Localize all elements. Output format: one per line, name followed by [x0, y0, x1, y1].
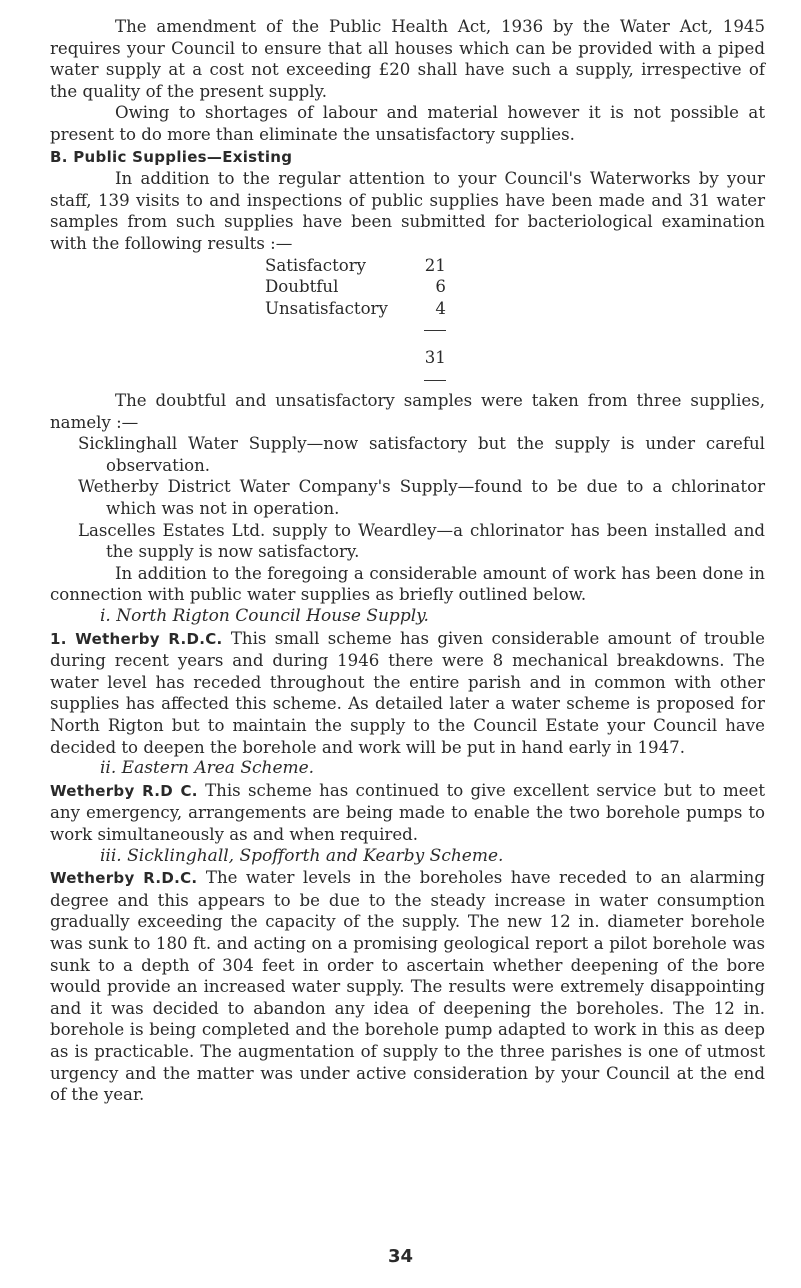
section-b-heading [50, 146, 765, 169]
doubtful-paragraph: The doubtful and unsatisfactory samples were taken from three supplies, namely :— [50, 391, 765, 432]
result-label: Satisfactory [265, 255, 367, 275]
table-row [265, 255, 446, 277]
supply-item: Sicklinghall Water Supply—now satisfactory but the supply is under careful observation. [78, 434, 765, 475]
result-value: 21 [424, 255, 446, 275]
result-label: Unsatisfactory [265, 298, 388, 318]
scheme-heading: ii. Eastern Area Scheme. [100, 758, 315, 779]
result-value: 4 [435, 298, 446, 318]
owing-paragraph: Owing to shortages of labour and material however it is not possible at present to do more than eliminate the unsatisfactory supplies. [50, 103, 765, 144]
total-rule [424, 380, 446, 381]
scheme-paragraph [50, 867, 765, 1106]
section-b-paragraph: In addition to the regular attention to your Council's Waterworks by your staff, 139 visits to and inspections of public supplies have been made and 31 water samples from such supplies have been submitted for bacteriological examination with the following results :— [50, 169, 765, 253]
table-rule-row [265, 369, 446, 391]
result-value: 6 [435, 277, 446, 297]
result-label: Doubtful [265, 277, 339, 297]
scheme-paragraph [50, 628, 765, 759]
intro-paragraph: The amendment of the Public Health Act, 1936 by the Water Act, 1945 requires your Council to ensure that all houses which can be provided with a piped water supply at a cost not exceeding £20 shall have such a supply, irrespective of the quality of the present supply. [50, 17, 765, 101]
table-total-row [265, 341, 446, 369]
scheme-paragraph [50, 780, 765, 846]
results-table [265, 255, 446, 391]
supply-item: Lascelles Estates Ltd. supply to Weardley—a chlorinator has been installed and the supply is now satisfactory. [78, 520, 765, 562]
page-number: 34 [387, 1246, 414, 1267]
scheme-heading: iii. Sicklinghall, Spofforth and Kearby Scheme. [100, 845, 504, 866]
supply-item: Wetherby District Water Company's Supply—found to be due to a chlorinator which was not in operation. [78, 477, 765, 519]
scheme-tag: Wetherby R.D.C. [50, 869, 198, 888]
scheme-text: The water levels in the boreholes have receded to an alarming degree and this appears to be due to the steady increase in water consumption gradually exceeding the capacity of the supply. The new 12 in. diameter borehole was sunk to 180 ft. and acting on a promising geological report a pilot borehole was sunk to a depth of 304 feet in order to ascertain whether deepening of the bore would provide an increased water supply. The results were extremely disappointing and it was decided to abandon any idea of deepening the boreholes. The 12 in. borehole is being completed and the borehole pump adapted to work in this as deep as is practicable. The augmentation of supply to the three parishes is one of utmost urgency and the matter was under active consideration by your Council at the end of the year. [50, 868, 765, 1105]
table-rule-row [265, 319, 446, 341]
scheme-text: This scheme has continued to give excellent service but to meet any emergency, arrangements are being made to enable the two borehole pumps to work simultaneously as and when required. [50, 780, 765, 844]
table-row [265, 276, 446, 298]
result-total: 31 [424, 347, 446, 367]
table-row [265, 298, 446, 320]
document-page [50, 16, 765, 1106]
scheme-text: This small scheme has given considerable amount of trouble during recent years and during 1946 there were 8 mechanical breakdowns. The water level has receded throughout the entire parish and in common with other supplies has affected this scheme. As detailed later a water scheme is proposed for North Rigton but to maintain the supply to the Council Estate your Council have decided to deepen the borehole and work will be put in hand early in 1947. [50, 628, 766, 757]
scheme-tag: Wetherby R.D C. [50, 781, 198, 800]
sum-rule [424, 330, 446, 331]
scheme-tag: 1. Wetherby R.D.C. [50, 629, 223, 648]
addition-paragraph: In addition to the foregoing a considerable amount of work has been done in connection with public water supplies as briefly outlined below. [50, 563, 765, 605]
section-b-heading-text: B. Public Supplies—Existing [50, 147, 293, 166]
scheme-heading: i. North Rigton Council House Supply. [100, 606, 429, 627]
